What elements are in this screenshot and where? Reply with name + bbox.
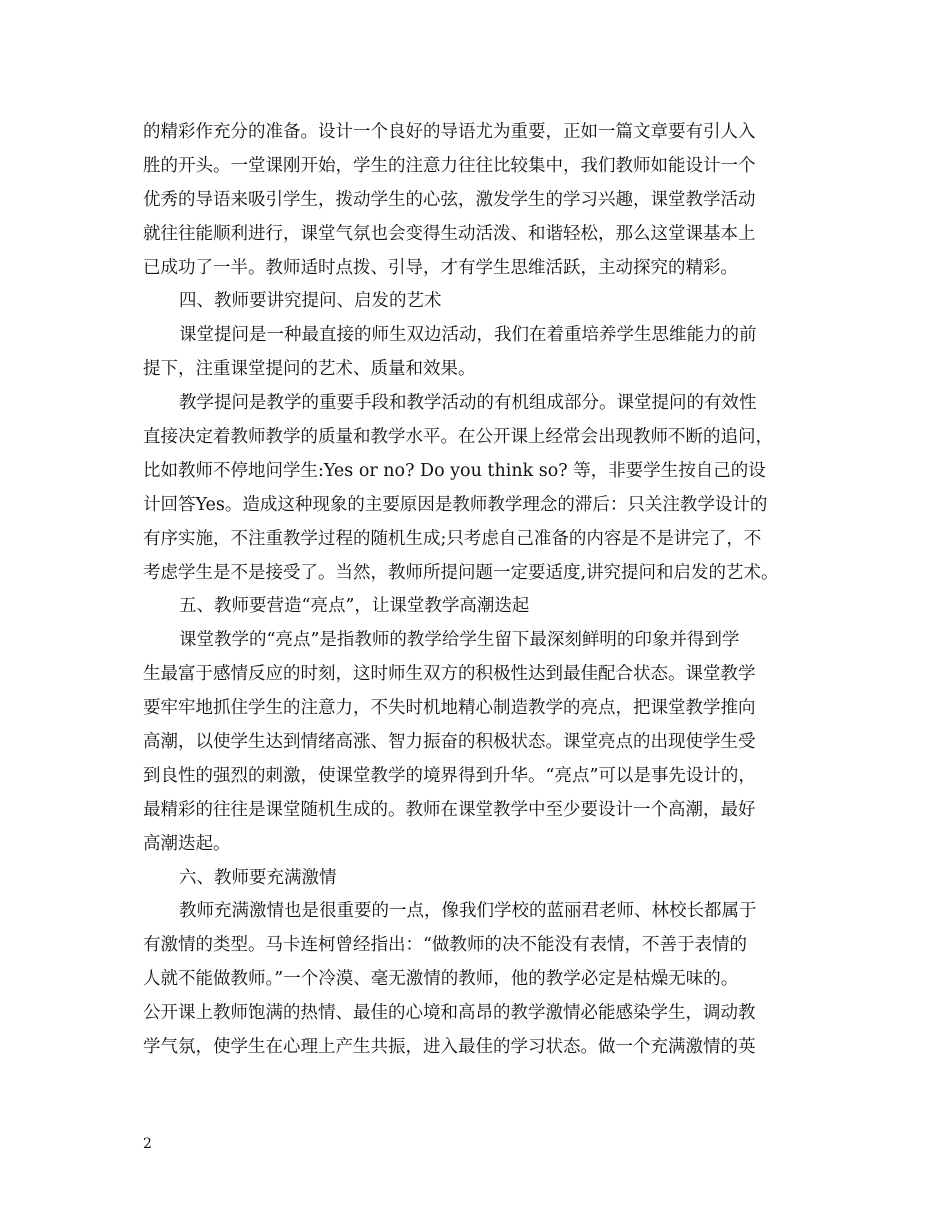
text-line: 到良性的强烈的刺激，使课堂教学的境界得到升华。“亮点”可以是事先设计的， <box>143 765 756 786</box>
text-line: 生最富于感情反应的时刻，这时师生双方的积极性达到最佳配合状态。课堂教学 <box>143 664 756 685</box>
text-line: 胜的开头。一堂课刚开始，学生的注意力往往比较集中，我们教师如能设计一个 <box>143 155 756 176</box>
text-line: 高潮，以使学生达到情绪高涨、智力振奋的积极状态。课堂亮点的出现使学生受 <box>143 732 756 753</box>
text-line: 考虑学生是不是接受了。当然，教师所提问题一定要适度,讲究提问和启发的艺术。 <box>143 562 779 583</box>
text-line: 要牢牢地抓住学生的注意力，不失时机地精心制造教学的亮点，把课堂教学推向 <box>143 698 756 719</box>
text-line: 公开课上教师饱满的热情、最佳的心境和高昂的教学激情必能感染学生，调动教 <box>143 1003 756 1024</box>
text-line: 计回答Yes。造成这种现象的主要原因是教师教学理念的滞后：只关注教学设计的 <box>143 494 768 515</box>
text-line: 有序实施，不注重教学过程的随机生成;只考虑自己准备的内容是不是讲完了，不 <box>143 528 762 549</box>
text-line: 高潮迭起。 <box>143 833 231 854</box>
text-line: 学气氛，使学生在心理上产生共振，进入最佳的学习状态。做一个充满激情的英 <box>143 1037 756 1058</box>
text-line: 五、教师要营造“亮点”，让课堂教学高潮迭起 <box>179 596 530 617</box>
text-line: 教师充满激情也是很重要的一点，像我们学校的蓝丽君老师、林校长都属于 <box>179 901 757 922</box>
text-line: 的精彩作充分的准备。设计一个良好的导语尤为重要，正如一篇文章要有引人入 <box>143 122 756 142</box>
text-line: 最精彩的往往是课堂随机生成的。教师在课堂教学中至少要设计一个高潮，最好 <box>143 799 756 820</box>
text-line: 课堂提问是一种最直接的师生双边活动，我们在着重培养学生思维能力的前 <box>179 325 757 346</box>
text-line: 课堂教学的“亮点”是指教师的教学给学生留下最深刻鲜明的印象并得到学 <box>179 630 740 651</box>
page-number: 2 <box>143 1136 152 1152</box>
text-line: 六、教师要充满激情 <box>179 867 337 888</box>
text-line: 有激情的类型。马卡连柯曾经指出：“做教师的决不能没有表情，不善于表情的 <box>143 935 747 956</box>
text-line: 已成功了一半。教师适时点拨、引导，才有学生思维活跃，主动探究的精彩。 <box>143 257 738 278</box>
text-line: 四、教师要讲究提问、启发的艺术 <box>179 291 442 312</box>
text-line: 提下，注重课堂提问的艺术、质量和效果。 <box>143 359 476 380</box>
body-text <box>143 116 818 1065</box>
text-line: 比如教师不停地问学生:Yes or no? Do you think so? 等，非要学生按自己的设 <box>143 460 766 481</box>
text-line: 优秀的导语来吸引学生，拨动学生的心弦，激发学生的学习兴趣，课堂教学活动 <box>143 189 756 210</box>
text-line: 人就不能做教师。”一个冷漠、毫无激情的教师，他的教学必定是枯燥无味的。 <box>143 969 739 990</box>
text-line: 直接决定着教师教学的质量和教学水平。在公开课上经常会出现教师不断的追问， <box>143 427 773 448</box>
text-line: 就往往能顺利进行，课堂气氛也会变得生动活泼、和谐轻松，那么这堂课基本上 <box>143 223 756 244</box>
text-line: 教学提问是教学的重要手段和教学活动的有机组成部分。课堂提问的有效性 <box>179 393 757 414</box>
